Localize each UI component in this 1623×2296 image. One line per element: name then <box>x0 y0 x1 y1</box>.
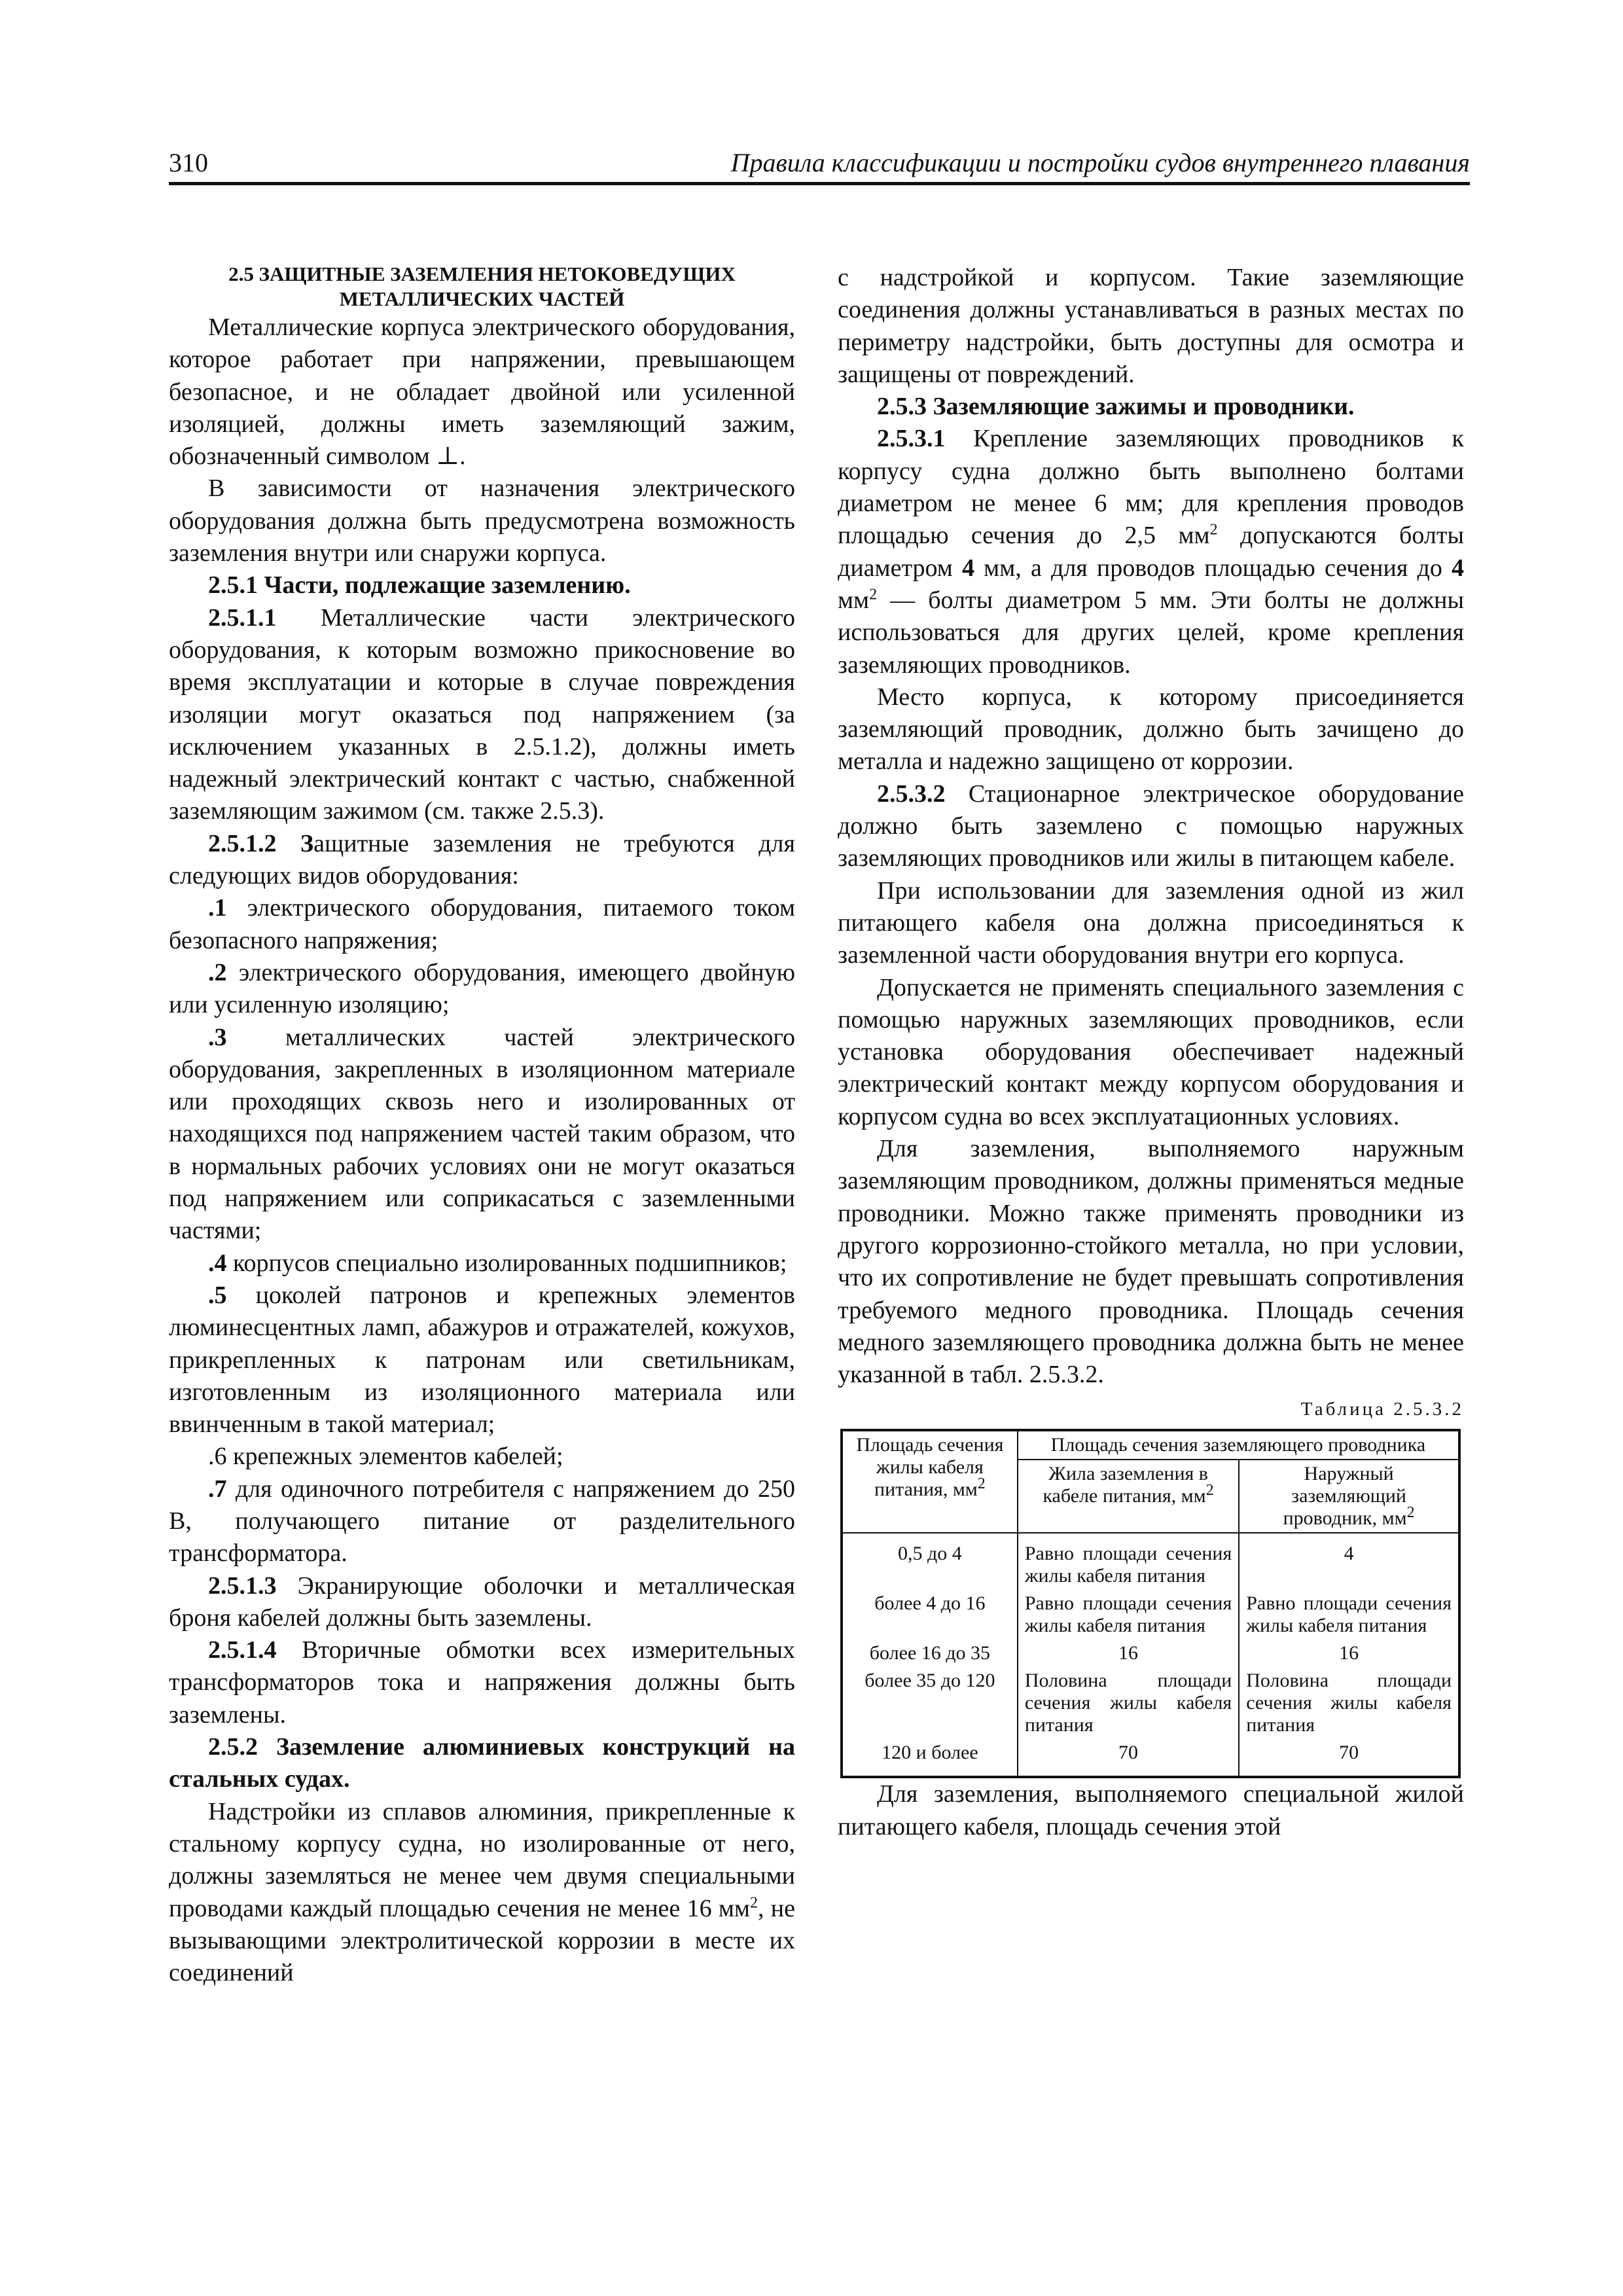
clause-text: Стационарное электрическое оборудование должно быть заземлено с помощью наружных заземляющих проводников или жилы в питающем кабеле. <box>838 780 1464 872</box>
header-text: Наружный заземляющий проводник, мм <box>1283 1463 1407 1530</box>
paragraph <box>169 828 795 893</box>
table-cell: 70 <box>1239 1739 1459 1777</box>
table-row <box>842 1739 1459 1777</box>
paragraph: Для заземления, выполняемого специальной жилой питающего кабеля, площадь сечения этой <box>838 1780 1464 1840</box>
paragraph <box>169 1796 795 1990</box>
grounding-table <box>840 1429 1461 1778</box>
paragraph: При использовании для заземления одной из жил питающего кабеля она должна присоединяться к заземленной части оборудования внутри его корпуса. <box>838 876 1464 969</box>
text-span: мм, а для проводов площадью сечения до <box>974 554 1452 582</box>
table-cell: 120 и более <box>842 1739 1018 1777</box>
running-title: Правила классификации и постройки судов внутреннего плавания <box>730 148 1470 177</box>
list-item <box>169 1022 795 1247</box>
clause-text: Экранирующие оболочки и металлическая броня кабелей должны быть заземлены. <box>169 1571 795 1632</box>
superscript: 2 <box>1406 1504 1415 1522</box>
item-number: .3 <box>208 1023 227 1051</box>
paragraph: Металлические корпуса электрического оборудования, которое работает при напряжении, превышающем безопасное, и не обладает двойной или усиленной изоляцией, должны иметь заземляющий зажим, обозначенный символом ⊥. <box>169 314 795 471</box>
column-header <box>842 1430 1018 1533</box>
item-text: электрического оборудования, имеющего двойную или усиленную изоляцию; <box>169 958 795 1019</box>
paragraph: Допускается не применять специального заземления с помощью наружных заземляющих проводников, если установка оборудования обеспечивает надежный электрический контакт между корпусом оборудования и корпусом судна во всех эксплуатационных условиях. <box>838 973 1464 1130</box>
superscript: 2 <box>869 586 878 603</box>
paragraph <box>838 423 1464 681</box>
text-span: Крепление заземляющих проводников к корпусу судна должно быть выполнено болтами диаметром не менее 6 мм; для крепления проводов площадью сечения до 2,5 мм <box>838 425 1464 550</box>
page-number: 310 <box>169 148 208 177</box>
paragraph <box>169 1570 795 1635</box>
table-row <box>842 1640 1459 1667</box>
section-title: 2.5 ЗАЩИТНЫЕ ЗАЗЕМЛЕНИЯ НЕТОКОВЕДУЩИХ МЕТАЛЛИЧЕСКИХ ЧАСТЕЙ <box>228 262 736 310</box>
paragraph <box>169 1634 795 1731</box>
clause-number: 2.5.3.1 <box>877 425 946 453</box>
left-column <box>169 262 795 1989</box>
text-span: Надстройки из сплавов алюминия, прикрепленные к стальному корпусу судна, но изолированные от него, должны заземляться не менее чем двумя специальными проводами каждый площадью сечения не менее 16 мм <box>169 1797 795 1922</box>
table-cell: Половина площади сечения жилы кабеля питания <box>1018 1667 1239 1739</box>
table-cell: 4 <box>1239 1533 1459 1590</box>
list-item <box>169 1247 795 1280</box>
table-cell: 16 <box>1239 1640 1459 1667</box>
table-cell: 16 <box>1018 1640 1239 1667</box>
table-row <box>842 1533 1459 1590</box>
table-cell: более 4 до 16 <box>842 1590 1018 1640</box>
list-item <box>169 1441 795 1473</box>
table-cell: более 35 до 120 <box>842 1667 1018 1739</box>
item-text: цоколей патронов и крепежных элементов люминесцентных ламп, абажуров и отражателей, кожухов, прикрепленных к патронам или светильникам, изготовленным из изоляционного материала или ввинченным в такой материал; <box>169 1281 795 1439</box>
item-text: для одиночного потребителя с напряжением до 250 В, получающего питание от разделительного трансформатора. <box>169 1475 795 1568</box>
text-span: , не вызывающими электролитической коррозии в месте их соединений <box>169 1894 795 1987</box>
clause-number: 2.5.1.1 <box>208 603 277 632</box>
superscript: 2 <box>749 1893 758 1911</box>
table-cell: Половина площади сечения жилы кабеля питания <box>1239 1667 1459 1739</box>
table-cell: 0,5 до 4 <box>842 1533 1018 1590</box>
paragraph <box>169 602 795 828</box>
column-header <box>1239 1460 1459 1533</box>
table-cell: Равно площади сечения жилы кабеля питания <box>1018 1533 1239 1590</box>
paragraph: Место корпуса, к которому присоединяется заземляющий проводник, должно быть зачищено до металла и надежно защищено от коррозии. <box>838 683 1464 776</box>
paragraph: Для заземления, выполняемого наружным заземляющим проводником, должны применяться медные проводники. Можно также применять проводники из другого коррозионно-стойкого металла, но при условии, что их сопротивление не будет превышать сопротивления требуемого медного проводника. Площадь сечения медного заземляющего проводника должна быть не менее указанной в табл. 2.5.3.2. <box>838 1135 1464 1389</box>
text-span: допускаются болты диаметром <box>838 522 1464 582</box>
item-text: электрического оборудования, питаемого током безопасного напряжения; <box>169 894 795 954</box>
item-number: .5 <box>208 1281 227 1309</box>
list-item <box>169 957 795 1022</box>
item-number: .1 <box>208 894 227 922</box>
paragraph: с надстройкой и корпусом. Такие заземляющие соединения должны устанавливаться в разных местах по периметру надстройки, быть доступны для осмотра и защищены от повреждений. <box>838 264 1464 388</box>
paragraph: В зависимости от назначения электрического оборудования должна быть предусмотрена возможность заземления внутри или снаружи корпуса. <box>169 475 795 567</box>
column-group-header: Площадь сечения заземляющего проводника <box>1018 1430 1459 1460</box>
clause-number: 2.5.1.2 З <box>208 829 314 857</box>
text-span: мм <box>838 586 870 614</box>
item-number: .2 <box>208 958 227 986</box>
list-item <box>169 1280 795 1441</box>
superscript: 2 <box>1209 521 1218 539</box>
clause-text: ащитные заземления не требуются для следующих видов оборудования: <box>169 829 795 890</box>
table-header-row <box>842 1430 1459 1460</box>
list-item <box>169 892 795 957</box>
table-cell: Равно площади сечения жилы кабеля питания <box>1018 1590 1239 1640</box>
text-span: — болты диаметром 5 мм. Эти болты не должны использоваться для других целей, кроме крепления заземляющих проводников. <box>838 586 1464 679</box>
page-header <box>169 144 1470 185</box>
subsection-heading: 2.5.3 Заземляющие зажимы и проводники. <box>877 393 1355 421</box>
right-column <box>838 262 1464 1843</box>
table-cell: более 16 до 35 <box>842 1640 1018 1667</box>
item-number: .4 <box>208 1249 227 1277</box>
item-text: металлических частей электрического оборудования, закрепленных в изоляционном материале или проходящих сквозь него и изолированных от находящихся под напряжением частей таким образом, что в нормальных рабочих условиях они не могут оказаться под напряжением или соприкасаться с заземленными частями; <box>169 1023 795 1245</box>
table-cell: Равно площади сечения жилы кабеля питания <box>1239 1590 1459 1640</box>
item-number: .6 <box>208 1443 227 1471</box>
table-row <box>842 1590 1459 1640</box>
paragraph <box>838 778 1464 875</box>
header-text: Площадь сечения жилы кабеля питания, мм <box>856 1434 1004 1501</box>
table-caption: Таблица 2.5.3.2 <box>1300 1399 1464 1420</box>
clause-text: Металлические части электрического оборудования, к которым возможно прикосновение во время эксплуатации и которые в случае повреждения изоляции могут оказаться под напряжением (за исключением указанных в 2.5.1.2), должны иметь надежный электрический контакт с частью, снабженной заземляющим зажимом (см. также 2.5.3). <box>169 603 795 825</box>
item-text: корпусов специально изолированных подшипников; <box>226 1249 787 1277</box>
column-header <box>1018 1460 1239 1533</box>
item-text: крепежных элементов кабелей; <box>226 1443 563 1471</box>
bold-value: 4 <box>962 554 975 582</box>
clause-number: 2.5.1.3 <box>208 1571 277 1600</box>
bold-value: 4 <box>1452 554 1464 582</box>
clause-number: 2.5.1.4 <box>208 1636 277 1664</box>
superscript: 2 <box>977 1475 986 1493</box>
header-text: Жила заземления в кабеле питания, мм <box>1043 1463 1208 1507</box>
subsection-heading: 2.5.1 Части, подлежащие заземлению. <box>208 571 631 600</box>
clause-number: 2.5.3.2 <box>877 780 946 808</box>
superscript: 2 <box>1205 1482 1214 1499</box>
list-item <box>169 1473 795 1570</box>
table-cell: 70 <box>1018 1739 1239 1777</box>
clause-text: Вторичные обмотки всех измерительных трансформаторов тока и напряжения должны быть заземлены. <box>169 1636 795 1729</box>
subsection-heading: 2.5.2 Заземление алюминиевых конструкций на стальных судах. <box>169 1733 795 1793</box>
table-row <box>842 1667 1459 1739</box>
item-number: .7 <box>208 1475 227 1503</box>
